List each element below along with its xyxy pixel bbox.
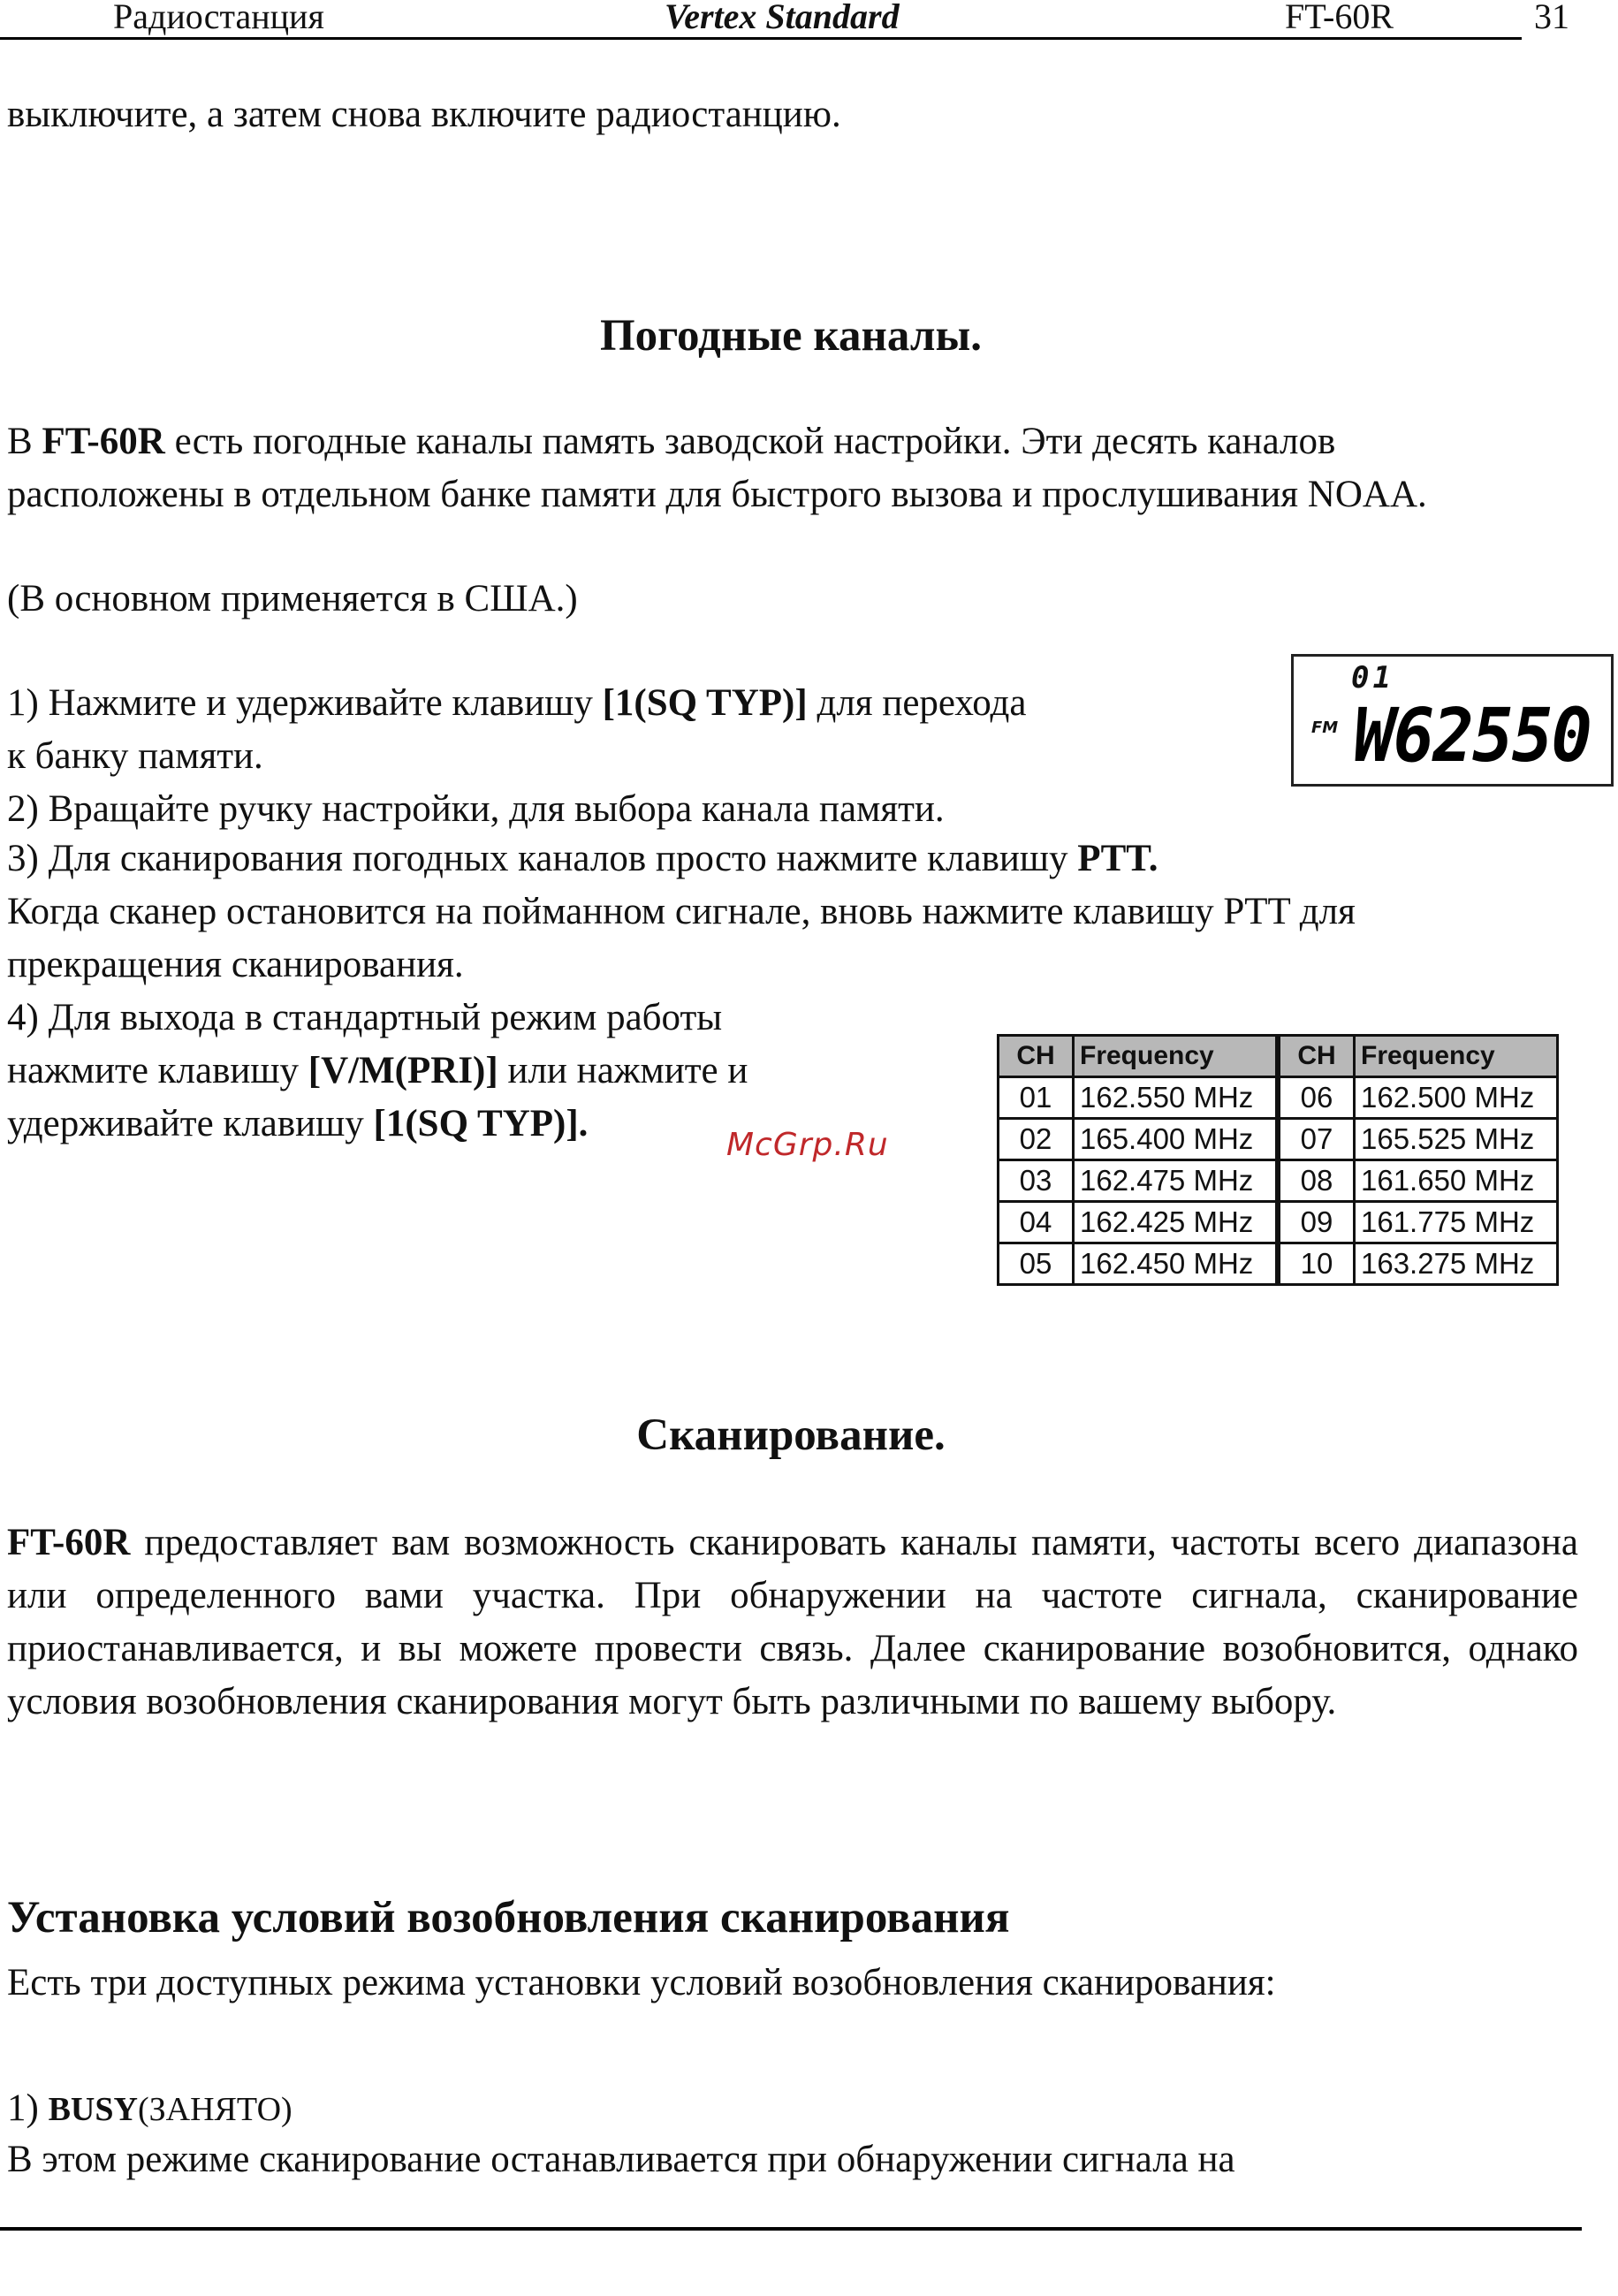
weather-step-1: 1) Нажмите и удерживайте клавишу [1(SQ TYP)] для перехода <box>7 682 1027 724</box>
weather-frequency-table <box>997 1034 1559 1286</box>
scan-title: Сканирование. <box>636 1410 946 1460</box>
cell-frequency: 161.650 MHz <box>1355 1160 1558 1202</box>
lcd-frequency: W62550 <box>1354 692 1591 779</box>
col-header-ch: CH <box>999 1036 1074 1077</box>
weather-paragraph: В FT-60R есть погодные каналы память заводской настройки. Эти десять каналов расположены в отдельном банке памяти для быстрого вызова и прослушивания NOAA. <box>7 421 1427 515</box>
lcd-mode: FM <box>1311 718 1339 737</box>
cell-ch: 02 <box>999 1119 1074 1160</box>
header-rule <box>0 37 1522 40</box>
page-number: 31 <box>1534 0 1569 36</box>
cell-ch: 01 <box>999 1077 1074 1119</box>
table-row <box>999 1202 1558 1243</box>
resume-item-1: 1) BUSY(ЗАНЯТО) <box>7 2087 292 2129</box>
cell-frequency: 162.550 MHz <box>1074 1077 1279 1119</box>
cell-frequency: 162.475 MHz <box>1074 1160 1279 1202</box>
cell-ch: 06 <box>1278 1077 1355 1119</box>
cell-ch: 05 <box>999 1243 1074 1285</box>
cell-ch: 07 <box>1278 1119 1355 1160</box>
cell-frequency: 162.450 MHz <box>1074 1243 1279 1285</box>
cell-frequency: 162.425 MHz <box>1074 1202 1279 1243</box>
weather-title: Погодные каналы. <box>599 311 983 361</box>
header-section-label: Радиостанция <box>113 0 324 36</box>
footer-rule <box>0 2227 1582 2231</box>
weather-step-3: 3) Для сканирования погодных каналов просто нажмите клавишу PTT. Когда сканер остановится на пойманном сигнале, вновь нажмите клавишу PTT для прекращения сканирования. <box>7 838 1356 985</box>
weather-step-4-b: нажмите клавишу [V/M(PRI)] или нажмите и <box>7 1050 748 1091</box>
weather-step-2: 2) Вращайте ручку настройки, для выбора канала памяти. <box>7 788 945 830</box>
cell-frequency: 162.500 MHz <box>1355 1077 1558 1119</box>
col-header-ch: CH <box>1278 1036 1355 1077</box>
table-row <box>999 1119 1558 1160</box>
resume-title: Установка условий возобновления сканирования <box>7 1893 1010 1942</box>
table-row <box>999 1077 1558 1119</box>
cell-frequency: 165.400 MHz <box>1074 1119 1279 1160</box>
cell-ch: 04 <box>999 1202 1074 1243</box>
cell-frequency: 165.525 MHz <box>1355 1119 1558 1160</box>
cell-ch: 03 <box>999 1160 1074 1202</box>
weather-step-4: 4) Для выхода в стандартный режим работы <box>7 997 723 1038</box>
scan-paragraph: FT-60R предоставляет вам возможность сканировать каналы памяти, частоты всего диапазона или определенного вами участка. При обнаружении на частоте сигнала, сканирование приостанавливается, и вы можете провести связь. Далее сканирование возобновится, однако условия возобновления сканирования могут быть различными по вашему выбору. <box>7 1522 1578 1722</box>
weather-step-4-c: удерживайте клавишу [1(SQ TYP)]. <box>7 1103 589 1144</box>
resume-paragraph: Есть три доступных режима установки условий возобновления сканирования: <box>7 1962 1276 2003</box>
header-model: FT-60R <box>1285 0 1394 36</box>
cell-ch: 10 <box>1278 1243 1355 1285</box>
cell-ch: 08 <box>1278 1160 1355 1202</box>
lcd-display-illustration <box>1291 654 1614 787</box>
weather-step-1-cont: к банку памяти. <box>7 735 263 777</box>
intro-line: выключите, а затем снова включите радиостанцию. <box>7 94 841 135</box>
cell-frequency: 161.775 MHz <box>1355 1202 1558 1243</box>
cell-ch: 09 <box>1278 1202 1355 1243</box>
col-header-frequency: Frequency <box>1074 1036 1279 1077</box>
col-header-frequency: Frequency <box>1355 1036 1558 1077</box>
watermark: McGrp.Ru <box>726 1127 889 1163</box>
table-row <box>999 1243 1558 1285</box>
lcd-channel: 01 <box>1351 660 1394 696</box>
weather-note: (В основном применяется в США.) <box>7 578 578 620</box>
table-header-row <box>999 1036 1558 1077</box>
table-row <box>999 1160 1558 1202</box>
resume-item-1-desc: В этом режиме сканирование останавливается при обнаружении сигнала на <box>7 2139 1235 2180</box>
cell-frequency: 163.275 MHz <box>1355 1243 1558 1285</box>
header-brand: Vertex Standard <box>665 0 900 36</box>
